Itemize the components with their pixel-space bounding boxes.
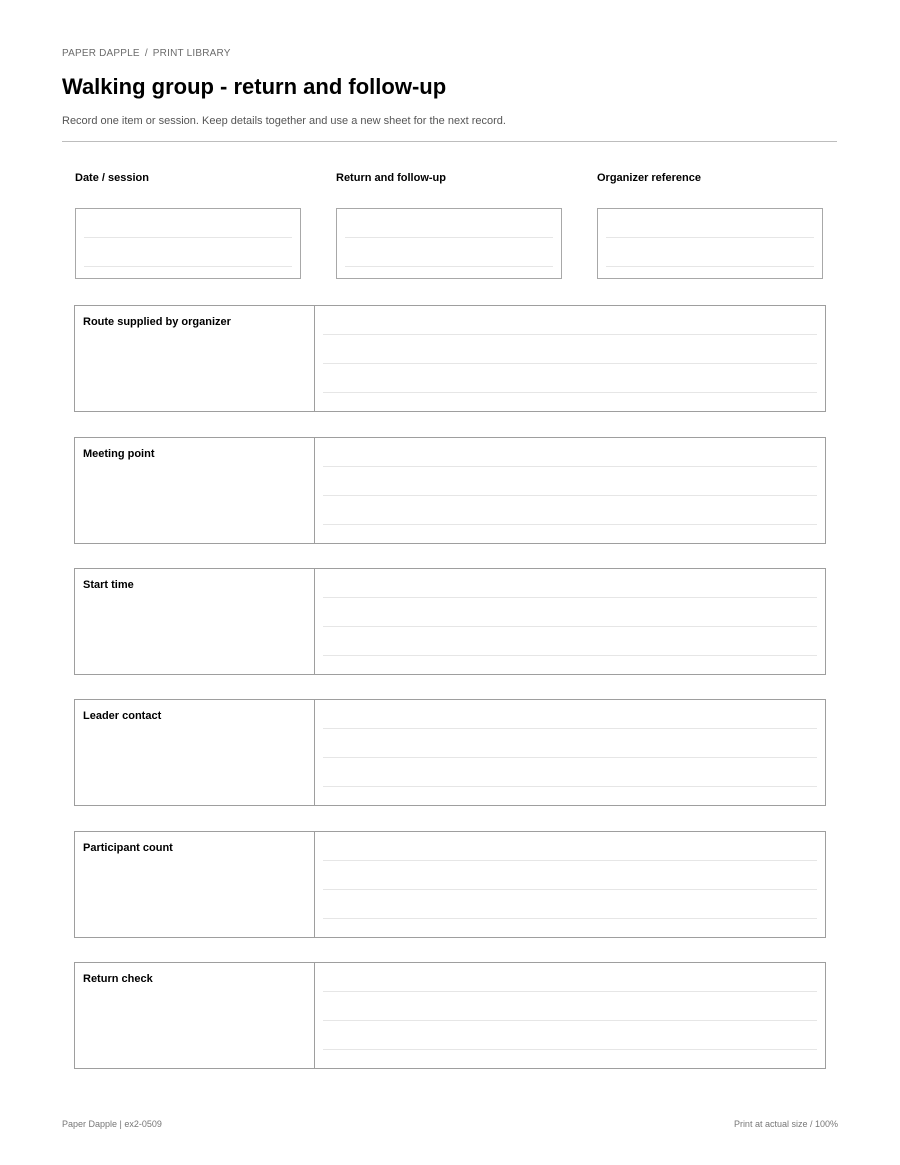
participant-count-write-area[interactable]	[315, 832, 825, 937]
leader-contact-label-cell	[75, 700, 315, 805]
date-session-box[interactable]	[75, 208, 301, 279]
writing-line	[323, 655, 817, 656]
writing-line	[323, 363, 817, 364]
writing-line	[323, 495, 817, 496]
header-divider	[62, 141, 837, 142]
meeting-point-row	[74, 437, 826, 544]
writing-line	[323, 1049, 817, 1050]
breadcrumb-separator: /	[144, 48, 148, 59]
return-follow-up-box[interactable]	[336, 208, 562, 279]
writing-line	[323, 392, 817, 393]
writing-line	[323, 1020, 817, 1021]
meeting-point-label: Meeting point	[83, 448, 155, 460]
leader-contact-row	[74, 699, 826, 806]
route-label: Route supplied by organizer	[83, 316, 231, 328]
writing-line	[323, 889, 817, 890]
date-session-label: Date / session	[75, 172, 149, 184]
writing-line	[345, 237, 553, 238]
writing-line	[323, 918, 817, 919]
writing-line	[323, 597, 817, 598]
participant-count-row	[74, 831, 826, 938]
meeting-point-write-area[interactable]	[315, 438, 825, 543]
writing-line	[84, 266, 292, 267]
date-session-field	[75, 172, 305, 184]
footer-print-note: Print at actual size / 100%	[733, 1119, 838, 1129]
return-check-write-area[interactable]	[315, 963, 825, 1068]
start-time-row	[74, 568, 826, 675]
writing-line	[345, 266, 553, 267]
return-check-row	[74, 962, 826, 1069]
writing-line	[323, 334, 817, 335]
breadcrumb	[62, 48, 231, 59]
writing-line	[323, 860, 817, 861]
writing-line	[606, 266, 814, 267]
leader-contact-write-area[interactable]	[315, 700, 825, 805]
writing-line	[323, 757, 817, 758]
writing-line	[323, 466, 817, 467]
return-follow-up-field	[336, 172, 566, 184]
footer-document-id: Paper Dapple | ex2-0509	[62, 1119, 162, 1129]
return-check-label-cell	[75, 963, 315, 1068]
participant-count-label-cell	[75, 832, 315, 937]
writing-line	[84, 237, 292, 238]
writing-line	[323, 524, 817, 525]
organizer-reference-label: Organizer reference	[597, 172, 701, 184]
return-check-label: Return check	[83, 973, 153, 985]
return-follow-up-label: Return and follow-up	[336, 172, 446, 184]
organizer-reference-field	[597, 172, 827, 184]
page-title: Walking group - return and follow-up	[62, 74, 447, 99]
breadcrumb-brand: PAPER DAPPLE	[62, 48, 140, 59]
page-subtitle: Record one item or session. Keep details together and use a new sheet for the next record.	[62, 115, 506, 127]
writing-line	[323, 991, 817, 992]
breadcrumb-section: PRINT LIBRARY	[152, 48, 231, 59]
start-time-label-cell	[75, 569, 315, 674]
route-label-cell	[75, 306, 315, 411]
meeting-point-label-cell	[75, 438, 315, 543]
leader-contact-label: Leader contact	[83, 710, 162, 722]
route-row	[74, 305, 826, 412]
writing-line	[323, 786, 817, 787]
route-write-area[interactable]	[315, 306, 825, 411]
organizer-reference-box[interactable]	[597, 208, 823, 279]
start-time-label: Start time	[83, 579, 134, 591]
writing-line	[606, 237, 814, 238]
participant-count-label: Participant count	[83, 842, 173, 854]
start-time-write-area[interactable]	[315, 569, 825, 674]
writing-line	[323, 626, 817, 627]
writing-line	[323, 728, 817, 729]
